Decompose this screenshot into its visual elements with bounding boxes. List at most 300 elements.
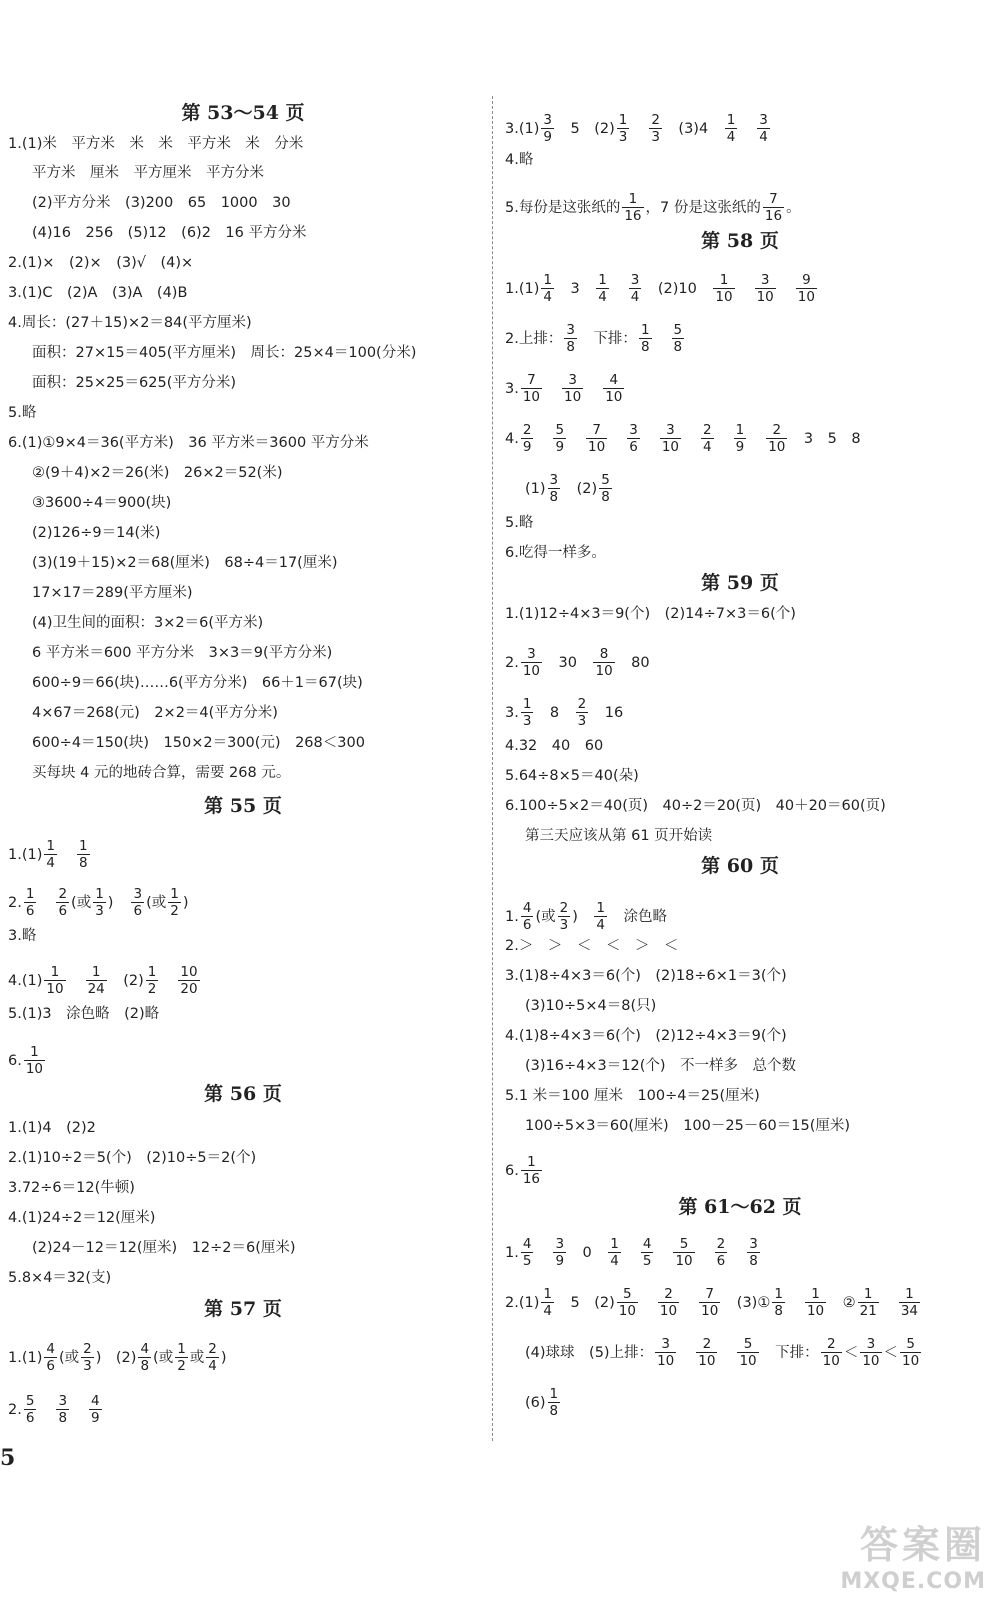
answer-line [505, 736, 603, 756]
fraction-denominator: 8 [549, 489, 559, 505]
fraction [900, 1336, 921, 1369]
section-heading: 第 60 页 [701, 855, 779, 877]
answer-text: 5.略 [505, 515, 534, 531]
answer-text: 100÷5×3＝60(厘米) 100－25－60＝15(厘米) [525, 1118, 851, 1134]
fraction [593, 646, 614, 679]
answer-text: 下排： [760, 1344, 819, 1361]
fraction-numerator: 1 [543, 272, 552, 288]
fraction-numerator: 3 [760, 272, 770, 288]
answer-text: 600÷9＝66(块)……6(平方分米) 66＋1＝67(块) [32, 675, 363, 691]
fraction-denominator: 4 [598, 289, 607, 305]
fraction-numerator: 2 [208, 1341, 217, 1357]
answer-text: (或 [146, 894, 167, 911]
section-heading: 第 56 页 [204, 1083, 282, 1105]
answer-line [8, 1004, 159, 1024]
answer-text: (2) [562, 480, 598, 497]
fraction-denominator: 10 [605, 389, 623, 405]
fraction-denominator: 4 [543, 289, 552, 305]
answer-text: 8 [535, 704, 574, 721]
fraction-denominator: 2 [170, 903, 179, 919]
fraction [763, 191, 784, 224]
fraction-numerator: 3 [549, 472, 559, 488]
fraction-denominator: 4 [596, 917, 605, 933]
fraction-numerator: 1 [640, 322, 650, 338]
fraction-denominator: 3 [651, 129, 660, 145]
answer-line [505, 112, 772, 145]
fraction-numerator: 2 [664, 1286, 673, 1302]
answer-line [8, 1044, 47, 1077]
fraction-denominator: 10 [822, 1353, 840, 1369]
fraction-denominator: 9 [555, 439, 565, 455]
answer-line [32, 343, 416, 363]
fraction-denominator: 4 [759, 129, 768, 145]
fraction-denominator: 5 [522, 1253, 532, 1269]
answer-text: (4)16 256 (5)12 (6)2 16 平方分米 [32, 225, 307, 241]
answer-line [32, 643, 332, 663]
fraction-numerator: 2 [716, 1236, 726, 1252]
answer-line [505, 1086, 760, 1106]
fraction-denominator: 10 [739, 1353, 757, 1369]
fraction [77, 838, 90, 871]
fraction-denominator: 16 [624, 208, 642, 224]
answer-line [8, 1268, 111, 1288]
answer-text: 3.略 [8, 928, 37, 944]
fraction-denominator: 8 [640, 339, 650, 355]
fraction-numerator: 2 [826, 1336, 836, 1352]
fraction-numerator: 5 [601, 472, 610, 488]
answer-text: (1) [525, 480, 546, 497]
fraction [772, 1286, 785, 1319]
fraction-numerator: 2 [522, 422, 532, 438]
fraction-denominator: 10 [756, 289, 774, 305]
fraction [713, 272, 734, 305]
fraction [755, 272, 776, 305]
answer-text: 5.略 [8, 405, 37, 421]
watermark-logo-text: 答案圈 [859, 1522, 986, 1567]
fraction-numerator: 3 [543, 112, 552, 128]
fraction [24, 886, 37, 919]
answer-line [32, 733, 365, 753]
fraction-numerator: 3 [666, 422, 675, 438]
answer-text: 涂色略 [608, 908, 667, 925]
answer-line [505, 604, 796, 624]
fraction-numerator: 1 [628, 191, 638, 207]
answer-text: 6. [8, 1052, 22, 1069]
fraction [93, 886, 106, 919]
fraction-denominator: 9 [543, 129, 552, 145]
fraction-numerator: 9 [802, 272, 811, 288]
fraction-numerator: 2 [559, 900, 569, 916]
fraction-denominator: 4 [630, 289, 640, 305]
fraction-numerator: 1 [30, 1044, 39, 1060]
answer-line [525, 1116, 850, 1136]
answer-line [8, 838, 92, 871]
section-heading: 第 53～54 页 [181, 102, 305, 124]
fraction-denominator: 9 [91, 1410, 100, 1426]
answer-line [32, 463, 283, 483]
answer-text: 平方米 厘米 平方厘米 平方分米 [32, 165, 264, 181]
fraction [655, 1336, 676, 1369]
fraction-numerator: 3 [133, 886, 143, 902]
fraction-denominator: 8 [566, 339, 575, 355]
answer-text: ② [828, 1294, 856, 1311]
answer-line [505, 1236, 762, 1269]
fraction [629, 272, 642, 305]
answer-text: 2. [8, 894, 22, 911]
answer-text: 3.(1)C (2)A (3)A (4)B [8, 285, 188, 301]
answer-text: (6) [525, 1394, 546, 1411]
answer-line [525, 1386, 562, 1419]
fraction [599, 472, 612, 505]
fraction-numerator: 1 [905, 1286, 914, 1302]
fraction-numerator: 2 [702, 1336, 712, 1352]
answer-text: 0 [568, 1244, 607, 1261]
fraction [44, 838, 57, 871]
answer-text: (2)126÷9＝14(米) [32, 525, 161, 541]
fraction [553, 422, 566, 455]
answer-text: 5 (2) [555, 1294, 615, 1311]
answer-text: 3. [505, 380, 519, 397]
fraction-numerator: 1 [25, 886, 35, 902]
fraction [521, 900, 534, 933]
fraction-numerator: 1 [774, 1286, 783, 1302]
fraction-denominator: 10 [618, 1303, 636, 1319]
fraction [899, 1286, 920, 1319]
answer-text: (2) [108, 972, 144, 989]
fraction-numerator: 3 [661, 1336, 670, 1352]
answer-text: 1.(1)12÷4×3＝9(个) (2)14÷7×3＝6(个) [505, 606, 796, 622]
answer-text: ，7 份是这张纸的 [645, 199, 761, 216]
answer-line [32, 373, 236, 393]
answer-text: 1.(1)4 (2)2 [8, 1120, 96, 1136]
fraction [660, 422, 681, 455]
fraction-numerator: 4 [609, 372, 619, 388]
fraction [521, 422, 534, 455]
answer-text: 2.(1)10÷2＝5(个) (2)10÷5＝2(个) [8, 1150, 257, 1166]
answer-text: 下排： [578, 330, 637, 347]
fraction-denominator: 6 [629, 439, 638, 455]
answer-text: 3.(1) [505, 120, 540, 137]
fraction-denominator: 10 [522, 389, 541, 405]
watermark-url: MXQE.COM [840, 1569, 986, 1594]
fraction-numerator: 3 [866, 1336, 876, 1352]
answer-text: 1.(1) [8, 846, 43, 863]
answer-text: 6.100÷5×2＝40(页) 40÷2＝20(页) 40＋20＝60(页) [505, 798, 886, 814]
fraction [658, 1286, 679, 1319]
answer-text: (2)24－12＝12(厘米) 12÷2＝6(厘米) [32, 1240, 296, 1256]
fraction-numerator: 4 [46, 1341, 55, 1357]
answer-line [8, 253, 193, 273]
fraction [821, 1336, 842, 1369]
answer-line [8, 1148, 256, 1168]
fraction-numerator: 3 [629, 422, 638, 438]
answer-text: (4)卫生间的面积：3×2＝6(平方米) [32, 615, 264, 631]
fraction [541, 272, 554, 305]
answer-text: 5.64÷8×5＝40(朵) [505, 768, 639, 784]
answer-text: 1.(1) [8, 1349, 43, 1366]
answer-text: ②(9＋4)×2＝26(米) 26×2＝52(米) [32, 465, 283, 481]
fraction [548, 472, 561, 505]
fraction-numerator: 4 [91, 1393, 100, 1409]
fraction-numerator: 5 [743, 1336, 753, 1352]
fraction [596, 272, 609, 305]
fraction-numerator: 1 [46, 838, 55, 854]
fraction [521, 696, 534, 729]
fraction [131, 886, 144, 919]
fraction-denominator: 24 [87, 981, 105, 997]
answer-line [8, 886, 189, 919]
fraction-denominator: 4 [610, 1253, 619, 1269]
fraction-numerator: 5 [25, 1393, 35, 1409]
fraction-denominator: 3 [83, 1358, 92, 1374]
answer-line [8, 1118, 96, 1138]
answer-text: (2)10 [643, 280, 712, 297]
fraction [24, 1393, 37, 1426]
fraction [89, 1393, 102, 1426]
fraction [521, 646, 542, 679]
fraction-denominator: 10 [657, 1353, 675, 1369]
fraction-denominator: 6 [25, 903, 35, 919]
answer-line [32, 523, 160, 543]
fraction-denominator: 8 [78, 855, 88, 871]
fraction [796, 272, 817, 305]
fraction-denominator: 4 [543, 1303, 552, 1319]
answer-text: (或 [58, 1349, 80, 1366]
fraction-numerator: 4 [140, 1341, 150, 1357]
fraction-denominator: 10 [595, 663, 613, 679]
fraction-denominator: 10 [902, 1353, 920, 1369]
answer-text: 6. [505, 1162, 519, 1179]
answer-text: (3)16÷4×3＝12(个) 不一样多 总个数 [525, 1058, 797, 1074]
fraction [649, 112, 662, 145]
fraction [168, 886, 181, 919]
answer-line [505, 900, 667, 933]
fraction-numerator: 3 [759, 112, 768, 128]
answer-text: 2. [8, 1401, 22, 1418]
fraction-denominator: 8 [58, 1410, 68, 1426]
answer-text: 5.每份是这张纸的 [505, 199, 621, 216]
answer-text: ③3600÷4＝900(块) [32, 495, 172, 511]
fraction-denominator: 2 [147, 981, 157, 997]
fraction-numerator: 3 [749, 1236, 758, 1252]
fraction [175, 1341, 188, 1374]
fraction [617, 1286, 638, 1319]
fraction-numerator: 5 [623, 1286, 632, 1302]
fraction-denominator: 9 [555, 1253, 565, 1269]
fraction-numerator: 1 [147, 964, 157, 980]
answer-text: ) [182, 894, 189, 911]
answer-line [505, 191, 801, 224]
fraction-denominator: 2 [177, 1358, 186, 1374]
answer-text: 2.上排： [505, 330, 563, 347]
fraction-numerator: 1 [543, 1286, 552, 1302]
fraction-denominator: 10 [661, 439, 679, 455]
fraction-numerator: 4 [522, 1236, 532, 1252]
fraction-numerator: 2 [58, 886, 68, 902]
answer-line [8, 926, 36, 946]
answer-line [32, 163, 264, 183]
fraction [81, 1341, 94, 1374]
fraction-denominator: 9 [735, 439, 745, 455]
fraction-denominator: 6 [58, 903, 68, 919]
answer-line [32, 553, 337, 573]
answer-text: 2.(1) [505, 1294, 540, 1311]
answer-line [32, 223, 306, 243]
answer-text: 30 [544, 654, 592, 671]
fraction-denominator: 10 [797, 289, 815, 305]
fraction-numerator: 3 [566, 322, 575, 338]
answer-text: 3.72÷6＝12(牛顿) [8, 1180, 135, 1196]
fraction [622, 191, 643, 224]
fraction [672, 322, 685, 355]
answer-text: ) [572, 908, 593, 925]
fraction [858, 1286, 879, 1319]
answer-text: 4.(1)24÷2＝12(厘米) [8, 1210, 156, 1226]
fraction-denominator: 21 [859, 1303, 877, 1319]
fraction-numerator: 4 [522, 900, 532, 916]
fraction [146, 964, 159, 997]
fraction [558, 900, 571, 933]
fraction-numerator: 7 [592, 422, 601, 438]
fraction-numerator: 1 [549, 1386, 559, 1402]
fraction-numerator: 1 [527, 1154, 536, 1170]
fraction-denominator: 8 [601, 489, 610, 505]
answer-text: 1. [505, 1244, 519, 1261]
fraction-numerator: 2 [83, 1341, 92, 1357]
answer-text: ) [107, 894, 114, 911]
answer-text: 3. [505, 704, 519, 721]
answer-line [32, 613, 263, 633]
fraction-denominator: 34 [900, 1303, 918, 1319]
fraction-denominator: 20 [180, 981, 198, 997]
fraction-numerator: 1 [610, 1236, 619, 1252]
fraction-numerator: 1 [91, 964, 101, 980]
fraction [521, 372, 542, 405]
answer-text: 2.＞ ＞ ＜ ＜ ＞ ＜ [505, 938, 679, 954]
answer-text: (3)10÷5×4＝8(只) [525, 998, 657, 1014]
answer-text: 面积：25×25＝625(平方分米) [32, 375, 237, 391]
fraction-denominator: 10 [46, 981, 64, 997]
answer-text: (3)4 [663, 120, 723, 137]
answer-text: (或 [535, 908, 556, 925]
fraction-denominator: 3 [559, 917, 569, 933]
answer-line [505, 966, 787, 986]
answer-line [8, 403, 36, 423]
fraction-denominator: 10 [715, 289, 733, 305]
answer-text: 5.1 米＝100 厘米 100÷4＝25(厘米) [505, 1088, 760, 1104]
answer-line [32, 673, 363, 693]
answer-text: (3)(19＋15)×2＝68(厘米) 68÷4＝17(厘米) [32, 555, 338, 571]
answer-line [8, 1341, 227, 1374]
fraction-numerator: 1 [618, 112, 628, 128]
answer-line [8, 283, 187, 303]
fraction-denominator: 8 [140, 1358, 150, 1374]
answer-text: 4.(1) [8, 972, 43, 989]
fraction [562, 372, 583, 405]
fraction-denominator: 6 [716, 1253, 726, 1269]
fraction-denominator: 10 [522, 663, 541, 679]
fraction-denominator: 6 [46, 1358, 55, 1374]
answer-text: 4×67＝268(元) 2×2＝4(平方分米) [32, 705, 278, 721]
answer-text: 4.32 40 60 [505, 738, 604, 754]
fraction-numerator: 1 [170, 886, 179, 902]
section-heading: 第 61～62 页 [678, 1196, 802, 1218]
answer-text: (3)① [722, 1294, 771, 1311]
page-number: 5 [0, 1445, 16, 1471]
answer-text: 5.(1)3 涂色略 (2)略 [8, 1006, 160, 1022]
answer-line [32, 193, 291, 213]
answer-line [505, 150, 533, 170]
answer-text: 2. [505, 654, 519, 671]
fraction [641, 1236, 654, 1269]
fraction-denominator: 9 [522, 439, 532, 455]
fraction [860, 1336, 881, 1369]
column-divider [492, 96, 493, 1441]
answer-text: 1.(1) [505, 280, 540, 297]
fraction-numerator: 1 [522, 696, 532, 712]
answer-line [32, 763, 290, 783]
fraction-numerator: 1 [50, 964, 60, 980]
fraction [725, 112, 738, 145]
answer-line [525, 1336, 923, 1369]
fraction [541, 112, 554, 145]
fraction-denominator: 4 [208, 1358, 217, 1374]
fraction-denominator: 6 [522, 917, 532, 933]
fraction-numerator: 1 [598, 272, 607, 288]
fraction-denominator: 10 [659, 1303, 678, 1319]
answer-text: 6.(1)①9×4＝36(平方米) 36 平方米＝3600 平方分米 [8, 435, 369, 451]
answer-text: 6.吃得一样多。 [505, 545, 606, 561]
fraction [44, 964, 65, 997]
fraction-numerator: 1 [177, 1341, 186, 1357]
answer-text: 4.(1)8÷4×3＝6(个) (2)12÷4×3＝9(个) [505, 1028, 787, 1044]
answer-line [505, 936, 678, 956]
answer-line [32, 493, 171, 513]
answer-text: 2.(1)× (2)× (3)√ (4)× [8, 255, 194, 271]
answer-line [32, 1238, 296, 1258]
fraction-numerator: 1 [735, 422, 745, 438]
fraction [553, 1236, 566, 1269]
fraction [603, 372, 624, 405]
answer-text: 1.(1)米 平方米 米 米 平方米 米 分米 [8, 136, 304, 152]
fraction [521, 1154, 542, 1187]
section-heading: 第 55 页 [204, 795, 282, 817]
answer-text: 第三天应该从第 61 页开始读 [525, 828, 713, 844]
fraction-numerator: 2 [577, 696, 587, 712]
fraction [576, 696, 589, 729]
fraction [699, 1286, 720, 1319]
fraction-denominator: 5 [642, 1253, 652, 1269]
answer-text: 3.(1)8÷4×3＝6(个) (2)18÷6×1＝3(个) [505, 968, 787, 984]
fraction-numerator: 4 [642, 1236, 652, 1252]
answer-line [505, 696, 623, 729]
answer-line [505, 796, 886, 816]
fraction-numerator: 3 [527, 646, 536, 662]
answer-text: (或 [71, 894, 92, 911]
fraction [617, 112, 630, 145]
answer-text: 600÷4＝150(块) 150×2＝300(元) 268＜300 [32, 735, 365, 751]
fraction-denominator: 10 [768, 439, 786, 455]
fraction [86, 964, 107, 997]
answer-line [8, 1393, 104, 1426]
answer-line [8, 1208, 155, 1228]
fraction-numerator: 8 [599, 646, 609, 662]
answer-text: 或 [189, 1349, 205, 1366]
answer-line [32, 703, 278, 723]
answer-line [32, 583, 193, 603]
fraction [56, 886, 69, 919]
fraction [715, 1236, 728, 1269]
